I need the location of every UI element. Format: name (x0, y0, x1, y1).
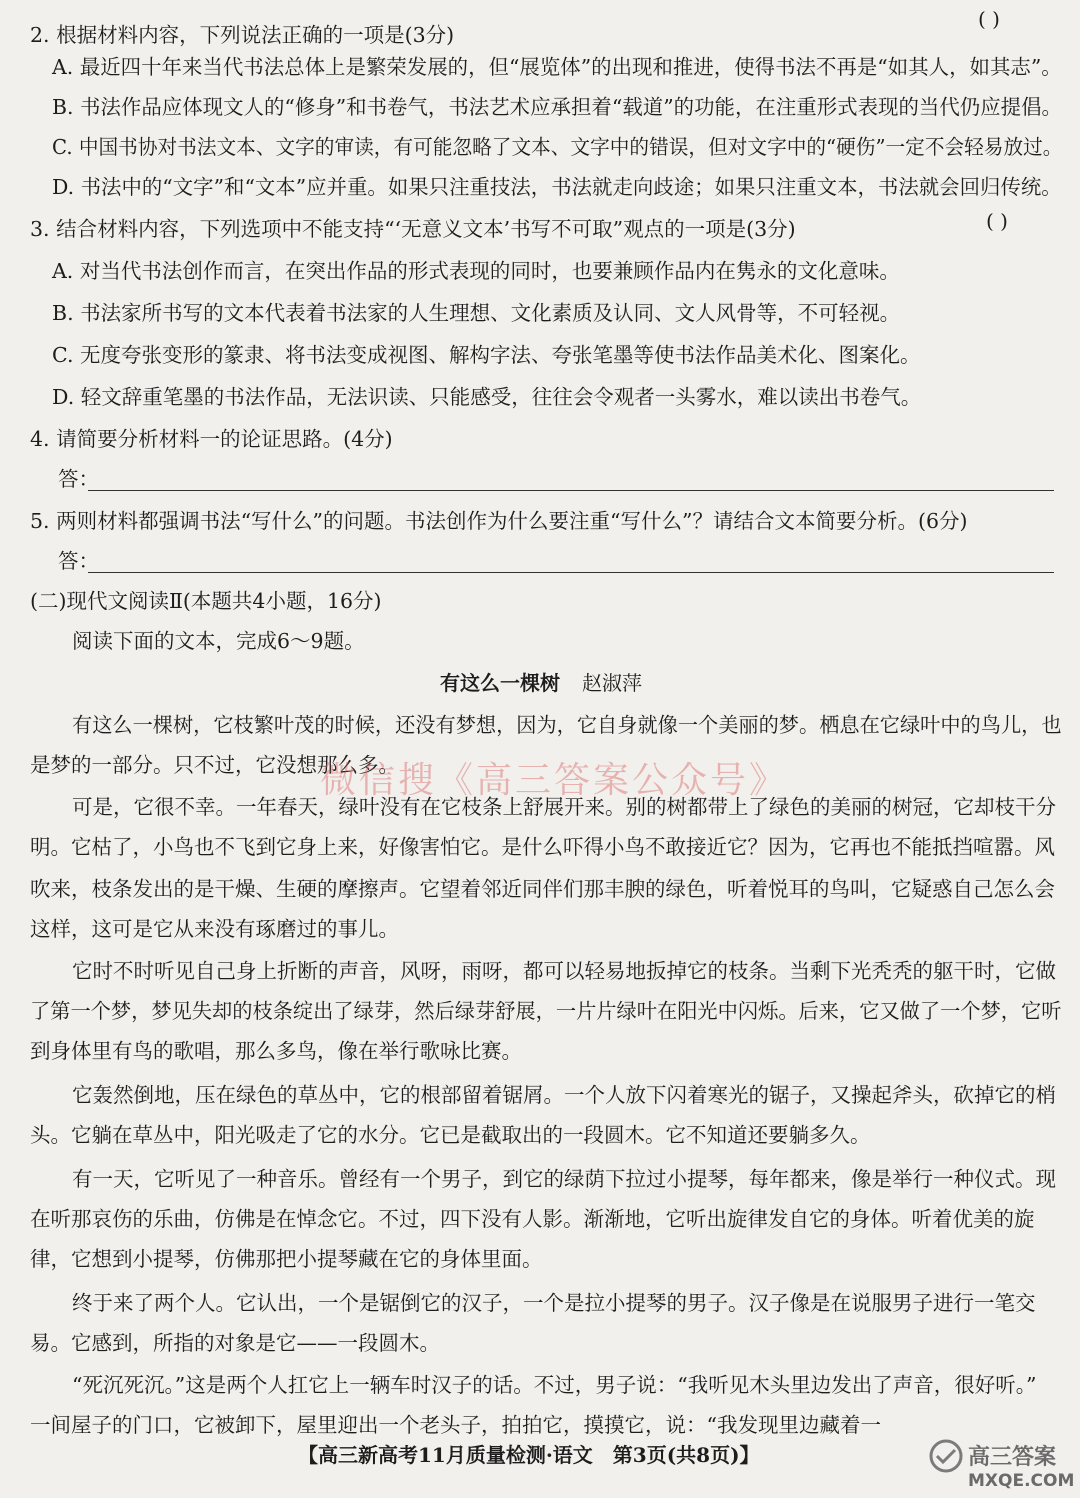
article-line: 吹来，枝条发出的是干燥、生硬的摩擦声。它望着邻近同伴们那丰腴的绿色，听着悦耳的鸟叫，它疑惑自己怎么会 (30, 877, 1055, 901)
section-heading: (二)现代文阅读Ⅱ(本题共4小题，16分) (30, 589, 382, 613)
logo-text: 高三答案 (968, 1445, 1057, 1470)
watermark-text: 微信搜《高三答案公众号》 (320, 760, 789, 801)
q3-option-b: B. 书法家所书写的文本代表着书法家的人生理想、文化素质及认同、文人风骨等，不可轻视。 (52, 301, 901, 325)
article-line: 终于来了两个人。它认出，一个是锯倒它的汉子，一个是拉小提琴的男子。汉子像是在说服男子进行一笔交 (72, 1291, 1036, 1315)
article-author: 赵淑萍 (582, 671, 642, 695)
q3-option-d: D. 轻文辞重笔墨的书法作品，无法识读、只能感受，往往会令观者一头雾水，难以读出书卷气。 (52, 385, 922, 409)
article-line: 到身体里有鸟的歌唱，那么多鸟，像在举行歌咏比赛。 (30, 1039, 522, 1063)
q2-option-b: B. 书法作品应体现文人的“修身”和书卷气，书法艺术应承担着“载道”的功能，在注重形式表现的当代仍应提倡。 (52, 95, 1062, 119)
q5-stem: 5. 两则材料都强调书法“写什么”的问题。书法创作为什么要注重“写什么”？请结合文本简要分析。(6分) (30, 509, 968, 533)
logo-domain: MXQE.COM (968, 1471, 1074, 1491)
q2-option-c: C. 中国书协对书法文本、文字的审读，有可能忽略了文本、文字中的错误，但对文字中的“硬伤”一定不会轻易放过。 (52, 135, 1063, 159)
article-line: 这样，这可是它从来没有琢磨过的事儿。 (30, 917, 399, 941)
article-line: 它轰然倒地，压在绿色的草丛中，它的根部留着锯屑。一个人放下闪着寒光的锯子，又操起斧头，砍掉它的梢 (72, 1083, 1056, 1107)
article-line: 有一天，它听见了一种音乐。曾经有一个男子，到它的绿荫下拉过小提琴，每年都来，像是举行一种仪式。现 (72, 1167, 1056, 1191)
q5-answer-label: 答： (58, 549, 99, 573)
page-footer: 【高三新高考11月质量检测·语文 第3页(共8页)】 (298, 1443, 760, 1467)
q3-option-c: C. 无度夸张变形的篆隶、将书法变成视图、解构字法、夸张笔墨等使书法作品美术化、图案化。 (52, 343, 921, 367)
article-line: 头。它躺在草丛中，阳光吸走了它的水分。它已是截取出的一段圆木。它不知道还要躺多久。 (30, 1123, 871, 1147)
article-line: 明。它枯了，小鸟也不飞到它身上来，好像害怕它。是什么吓得小鸟不敢接近它？因为，它再也不能抵挡喧嚣。风 (30, 835, 1055, 859)
q2-stem: 2. 根据材料内容，下列说法正确的一项是(3分) (30, 23, 455, 47)
article-line: 了第一个梦，梦见失却的枝条绽出了绿芽，然后绿芽舒展，一片片绿叶在阳光中闪烁。后来，它又做了一个梦，它听 (30, 999, 1062, 1023)
q4-answer-blank[interactable] (88, 490, 1054, 491)
q4-stem: 4. 请简要分析材料一的论证思路。(4分) (30, 427, 393, 451)
article-line: 是梦的一部分。只不过，它没想那么多。 (30, 753, 399, 777)
article-line: 律，它想到小提琴，仿佛那把小提琴藏在它的身体里面。 (30, 1247, 543, 1271)
q2-answer-paren: ( ) (978, 7, 1000, 31)
article-line: 可是，它很不幸。一年春天，绿叶没有在它枝条上舒展开来。别的树都带上了绿色的美丽的树冠，它却枝干分 (72, 795, 1056, 819)
article-line: 有这么一棵树，它枝繁叶茂的时候，还没有梦想，因为，它自身就像一个美丽的梦。栖息在它绿叶中的鸟儿，也 (72, 713, 1062, 737)
q3-stem: 3. 结合材料内容，下列选项中不能支持“‘无意义文本’书写不可取”观点的一项是(3分) (30, 217, 796, 241)
q3-answer-paren: ( ) (986, 209, 1008, 233)
article-title: 有这么一棵树 (440, 671, 560, 695)
article-line: 它时不时听见自己身上折断的声音，风呀，雨呀，都可以轻易地扳掉它的枝条。当剩下光秃秃的躯干时，它做 (72, 959, 1056, 983)
q2-option-d: D. 书法中的“文字”和“文本”应并重。如果只注重技法，书法就走向歧途；如果只注重文本，书法就会回归传统。 (52, 175, 1062, 199)
article-line: 易。它感到，所指的对象是它——一段圆木。 (30, 1331, 440, 1355)
article-line: “死沉死沉。”这是两个人扛它上一辆车时汉子的话。不过，男子说：“我听见木头里边发出了声音，很好听。” (72, 1373, 1037, 1397)
article-line: 一间屋子的门口，它被卸下，屋里迎出一个老头子，拍拍它，摸摸它，说：“我发现里边藏着一 (30, 1413, 881, 1437)
q2-option-a: A. 最近四十年来当代书法总体上是繁荣发展的，但“展览体”的出现和推进，使得书法不再是“如其人，如其志”。 (52, 55, 1062, 79)
section-instruction: 阅读下面的文本，完成6～9题。 (72, 629, 365, 653)
q4-answer-label: 答： (58, 467, 99, 491)
article-line: 在听那哀伤的乐曲，仿佛是在悼念它。不过，四下没有人影。渐渐地，它听出旋律发自它的身体。听着优美的旋 (30, 1207, 1035, 1231)
q5-answer-blank[interactable] (88, 572, 1054, 573)
q3-option-a: A. 对当代书法创作而言，在突出作品的形式表现的同时，也要兼顾作品内在隽永的文化意味。 (52, 259, 900, 283)
site-logo-icon (924, 1432, 1074, 1494)
